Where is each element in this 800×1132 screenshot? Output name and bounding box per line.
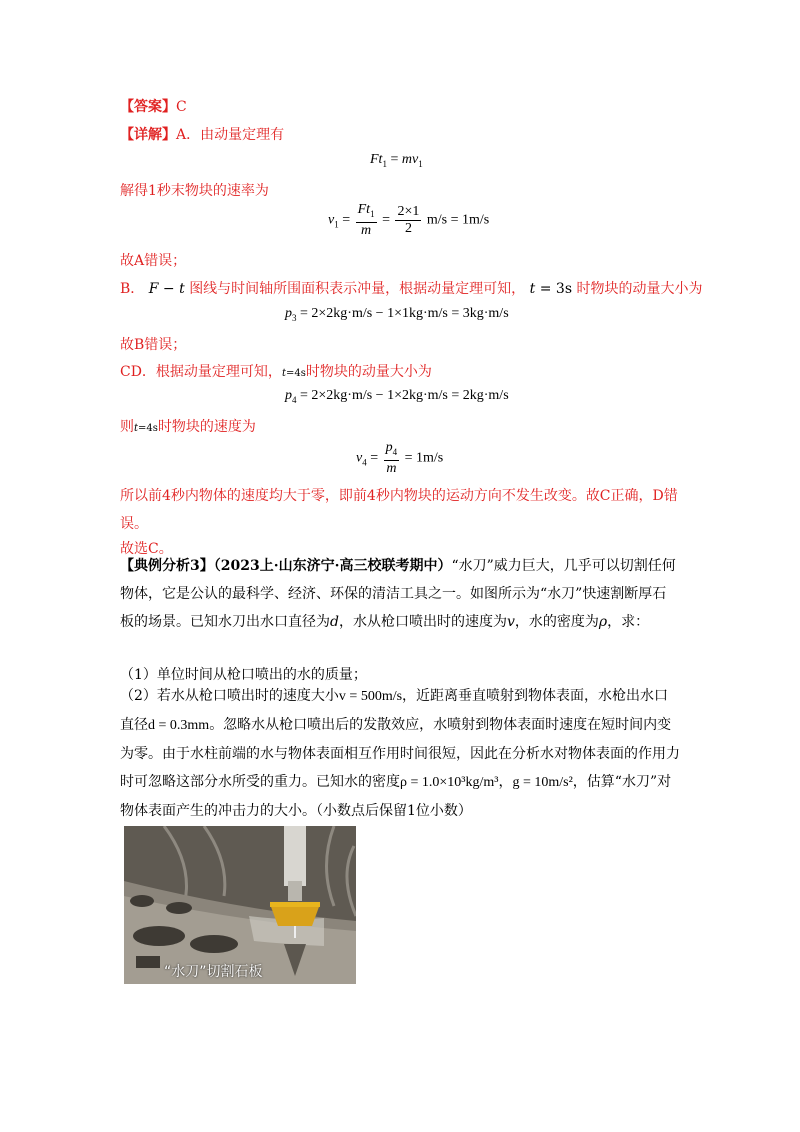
then-line — [120, 416, 256, 436]
cd-line — [120, 361, 432, 381]
rho-value: ρ = 1.0×10³kg/m³ — [400, 775, 499, 790]
question-1: （1）单位时间从枪口喷出的水的质量； — [120, 667, 367, 683]
eq4-text: = 2×2kg·m/s − 1×2kg·m/s = 2kg·m/s — [300, 388, 509, 403]
question-2 — [120, 682, 680, 825]
t4-label: t=4s — [281, 368, 306, 379]
example-p1d: ，求： — [607, 614, 650, 630]
equation-1: $Ft_1 = mv_1$ — [370, 152, 423, 169]
answer-tag: 【答案】 — [120, 99, 176, 115]
example-p1c: ，水的密度为 — [514, 614, 599, 630]
eq5-result: = 1m/s — [404, 450, 444, 466]
detail-line — [120, 124, 284, 144]
answer-line — [120, 96, 187, 116]
equation-3: $p_3 = 2\times 2kg\cdot m/s - 1\times 1kg\cdot m/s = 3kg\cdot m/s$ — [285, 306, 509, 323]
symbol-rho: ρ — [598, 614, 608, 630]
q2d: ， — [498, 774, 513, 790]
v-value: v = 500m/s — [338, 689, 403, 704]
example-source: （2023上·山东济宁·高三校联考期中） — [213, 558, 452, 574]
q2e: ，估算“水刀”对物体表面产生的冲击力的大小。（小数点后保留1位小数） — [120, 774, 672, 819]
t4-label-2: t=4s — [134, 423, 158, 434]
cd-prefix: CD．根据动量定理可知， — [120, 364, 282, 380]
then-suffix: 时物块的速度为 — [157, 419, 256, 435]
solve-line: 解得1秒末物块的速率为 — [120, 183, 269, 199]
answer-value: C — [176, 99, 187, 115]
b-seg2: 时物块的动量大小为 — [576, 281, 703, 297]
symbol-v: v — [506, 614, 515, 630]
q2a: （2）若水从枪口喷出时的速度大小 — [120, 688, 339, 704]
example-p1b: ，水从枪口喷出时的速度为 — [338, 614, 507, 630]
b-seg1: 图线与时间轴所围面积表示冲量，根据动量定理可知， — [189, 281, 526, 297]
b-line — [120, 278, 702, 298]
g-value: g = 10m/s² — [512, 775, 573, 790]
symbol-d: d — [330, 614, 339, 630]
conclusion-text: 所以前4秒内物体的速度均大于零，即前4秒内物块的运动方向不发生改变。故C正确，D错误。 — [120, 488, 678, 532]
cd-suffix: 时物块的动量大小为 — [305, 364, 432, 380]
t3-label: t = 3s — [529, 281, 573, 297]
eq2-unit-a: m/s — [426, 212, 448, 228]
eq3-text: = 2×2kg·m/s − 1×1kg·m/s = 3kg·m/s — [300, 306, 509, 321]
d-value: d = 0.3mm — [148, 718, 210, 733]
equation-2: $v_1$ = $\frac{Ft_1}{m}$ = $\frac{2\times 1}{2}$ m/s = 1m/s — [328, 202, 490, 238]
example-paragraph — [120, 552, 680, 636]
photo-caption: “水刀”切割石板 — [164, 964, 263, 980]
q2b: ，近距离垂直喷射到物体表面，水枪出水口直径 — [120, 688, 669, 733]
eq2-unit-b: 1m/s — [462, 212, 490, 228]
a-wrong-line: 故A错误； — [120, 253, 187, 269]
then-prefix: 则 — [120, 419, 134, 435]
equation-4: $p_4 = 2\times 2kg\cdot m/s - 1\times 2kg\cdot m/s = 2kg\cdot m/s$ — [285, 388, 509, 405]
b-prefix: B． — [120, 281, 145, 297]
example-tag: 【典例分析3】 — [120, 558, 214, 574]
ft-graph-label: F − t — [148, 281, 185, 297]
detail-tag: 【详解】 — [120, 127, 176, 143]
detail-text: A．由动量定理有 — [176, 127, 285, 143]
choose-line: 故选C。 — [120, 541, 173, 557]
q2c: 。忽略水从枪口喷出后的发散效应，水喷射到物体表面时速度在短时间内变为零。由于水柱前端的水与物体表面相互作用时间很短，因此在分析水对物体表面的作用力时可忽略这部分水所受的重力。已知水的密度 — [120, 717, 680, 790]
equation-5: $v_4$ = $\frac{p_4}{m}$ = 1m/s — [356, 440, 444, 476]
b-wrong-line: 故B错误； — [120, 337, 187, 353]
example-p1: “水刀”威力巨大，几乎可以切割任何物体，它是公认的最科学、经济、环保的清洁工具之一。如图所示为“水刀”快速割断厚石板的场景。已知水刀出水口直径为 — [120, 558, 676, 630]
waterjet-photo — [124, 826, 356, 984]
